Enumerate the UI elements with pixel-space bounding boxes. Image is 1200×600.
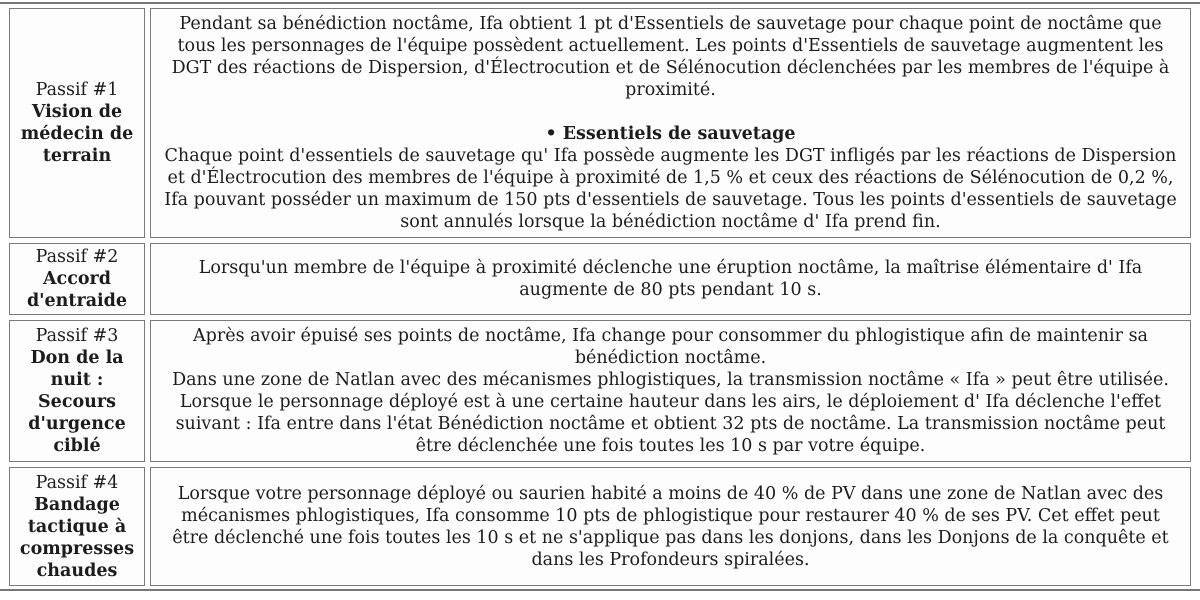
passive-index: Passif #1 [35,80,119,100]
passive-name: Vision de médecin de terrain [20,102,134,166]
passive-description-paragraph: Lorsque votre personnage déployé ou saurien habité a moins de 40 % de PV dans une zone de Natlan avec des mécanismes phlogistiques, Ifa consomme 10 pts de phlogistique pour restaurer 40 % de ses PV. Cet effet peut être déclenché une fois toutes les 10 s et ne s'applique pas dans les donjons, dans les Donjons de la conquête et dans les Profondeurs spiralées. [172,483,1169,570]
passive-name: Accord d'entraide [26,269,128,311]
bottom-divider [0,589,1200,591]
passive-label-cell [9,467,145,586]
passives-table [4,3,1196,591]
passive-name: Don de la nuit : Secours d'urgence ciblé [28,348,126,456]
passive-description-cell [150,467,1191,586]
table-row [9,320,1191,462]
passive-description-cell [150,243,1191,315]
passive-label-cell [9,8,145,238]
passive-description-cell [150,8,1191,238]
table-row [9,8,1191,238]
passive-label-cell [9,243,145,315]
passive-index: Passif #4 [35,472,119,493]
passive-index: Passif #3 [35,326,119,346]
table-row [9,243,1191,315]
table-row [9,467,1191,586]
passive-description-cell [150,320,1191,462]
passive-name: Bandage tactique à compresses chaudes [19,494,135,581]
passive-index: Passif #2 [35,247,119,267]
passive-description-paragraph: Après avoir épuisé ses points de noctâme, Ifa change pour consommer du phlogistique afin de maintenir sa bénédiction noctâme. [193,326,1148,368]
passive-description-paragraph: Chaque point d'essentiels de sauvetage qu' Ifa possède augmente les DGT infligés par les réactions de Dispersion et d'Électrocution des membres de l'équipe à proximité de 1,5 % et ceux des réactions de Sélénocution de 0,2 %, Ifa pouvant posséder un maximum de 150 pts d'essentiels de sauvetage. Tous les points d'essentiels de sauvetage sont annulés lorsque la bénédiction noctâme d' Ifa prend fin. [164,146,1177,232]
passive-description-paragraph: Lorsqu'un membre de l'équipe à proximité déclenche une éruption noctâme, la maîtrise élémentaire d' Ifa augmente de 80 pts pendant 10 s. [198,258,1143,300]
passive-description-paragraph: Dans une zone de Natlan avec des mécanismes phlogistiques, la transmission noctâme « Ifa » peut être utilisée. Lorsque le personnage déployé est à une certaine hauteur dans les airs, le déploiement d' Ifa déclenche l'effet suivant : Ifa entre dans l'état Bénédiction noctâme et obtient 32 pts de noctâme. La transmission noctâme peut être déclenchée une fois toutes les 10 s par votre équipe. [172,370,1169,456]
passive-label-cell [9,320,145,462]
passive-description-paragraph: Pendant sa bénédiction noctâme, Ifa obtient 1 pt d'Essentiels de sauvetage pour chaque point de noctâme que tous les personnages de l'équipe possèdent actuellement. Les points d'Essentiels de sauvetage augmentent les DGT des réactions de Dispersion, d'Électrocution et de Sélénocution déclenchées par les membres de l'équipe à proximité. [171,14,1170,100]
passive-description-bullet: • Essentiels de sauvetage [545,124,796,144]
